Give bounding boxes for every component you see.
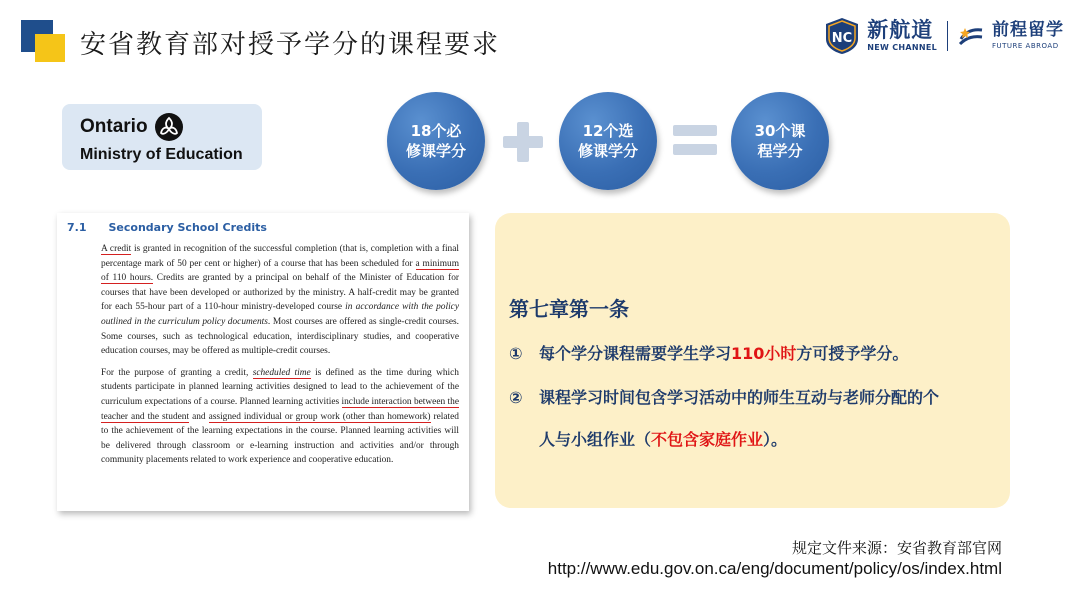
rule-1-number: ① — [509, 344, 523, 363]
ontario-ministry-badge — [62, 104, 262, 170]
required-credits-circle — [387, 92, 485, 190]
brand-sub-en: FUTURE ABROAD — [992, 42, 1059, 50]
underline-110-hours: a minimum of 110 hours. — [101, 258, 459, 284]
ontario-trillium-icon — [154, 112, 184, 142]
brand-main-cn: 新航道 — [867, 18, 934, 42]
plus-icon — [502, 121, 544, 163]
section-number: 7.1 — [67, 221, 87, 234]
total-credits-label: 30个课程学分 — [754, 121, 806, 160]
equals-icon — [673, 123, 717, 157]
total-credits-circle — [731, 92, 829, 190]
rules-panel — [495, 213, 1010, 508]
rule-1: ① 每个学分课程需要学生学习110小时方可授予学分。 — [509, 333, 908, 375]
brand-main-en: NEW CHANNEL — [867, 43, 937, 52]
brand-logos — [825, 16, 1064, 56]
policy-document-excerpt — [57, 213, 469, 511]
panel-title: 第七章第一条 — [509, 297, 629, 321]
ontario-name: Ontario — [80, 116, 148, 137]
elective-credits-label: 12个选修课学分 — [578, 121, 639, 160]
underline-scheduled-time: scheduled time — [252, 367, 311, 378]
section-title: Secondary School Credits — [108, 221, 267, 234]
elective-credits-circle — [559, 92, 657, 190]
brand-sub-cn: 前程留学 — [992, 20, 1064, 40]
ministry-label: Ministry of Education — [80, 146, 243, 163]
future-abroad-logo-icon — [958, 23, 984, 49]
rule-2: ② 课程学习时间包含学习活动中的师生互动与老师分配的个 人与小组作业（不包含家庭作业）。 — [509, 377, 999, 461]
underline-group-work: assigned individual or group work (other than homework) — [208, 411, 431, 422]
brand-divider — [947, 21, 948, 51]
source-label: 规定文件来源：安省教育部官网 — [791, 539, 1002, 557]
underline-interaction: include interaction between the teacher and the student — [101, 396, 459, 422]
new-channel-logo-icon — [825, 17, 859, 55]
rule-2-highlight: 不包含家庭作业 — [651, 430, 764, 449]
page-title: 安省教育部对授予学分的课程要求 — [80, 30, 501, 60]
source-url: http://www.edu.gov.on.ca/eng/document/policy/os/index.html — [547, 559, 1002, 578]
rule-1-highlight: 110小时 — [731, 344, 797, 363]
rule-2-number: ② — [509, 388, 523, 407]
required-credits-label: 18个必修课学分 — [406, 121, 467, 160]
doc-paragraph-2: For the purpose of granting a credit, scheduled time is defined as the time during which students participate in planned learning activities designed to lead to the achievement of the curriculum expectations of a course. Planned learning activities include interaction between the teacher and the student and assigned individual or group work (other than homework) related to the achievement of the learning expectations in the course. Planned learning activities will be delivered through classroom or e-learning instruction and activities and/or through community placements related to work experience and cooperative education. — [101, 367, 459, 466]
title-decoration — [21, 20, 65, 62]
underline-credit: A credit — [101, 244, 132, 254]
doc-paragraph-1: A credit is granted in recognition of the successful completion (that is, completion with a final percentage mark of 50 per cent or higher) of a course that has been scheduled for a minimum of 110 hours. Credits are granted by a principal on behalf of the Minister of Education for courses that have been developed or authorized by the ministry. A half-credit may be granted for each 55-hour part of a 110-hour ministry-developed course in accordance with the policy outlined in the curriculum policy documents. Most courses are offered as single-credit courses. Some courses, such as technological education, interdisciplinary studies, and cooperative education courses, may be offered as multiple-credit courses. — [101, 244, 460, 357]
svg-text:NC: NC — [832, 31, 853, 46]
